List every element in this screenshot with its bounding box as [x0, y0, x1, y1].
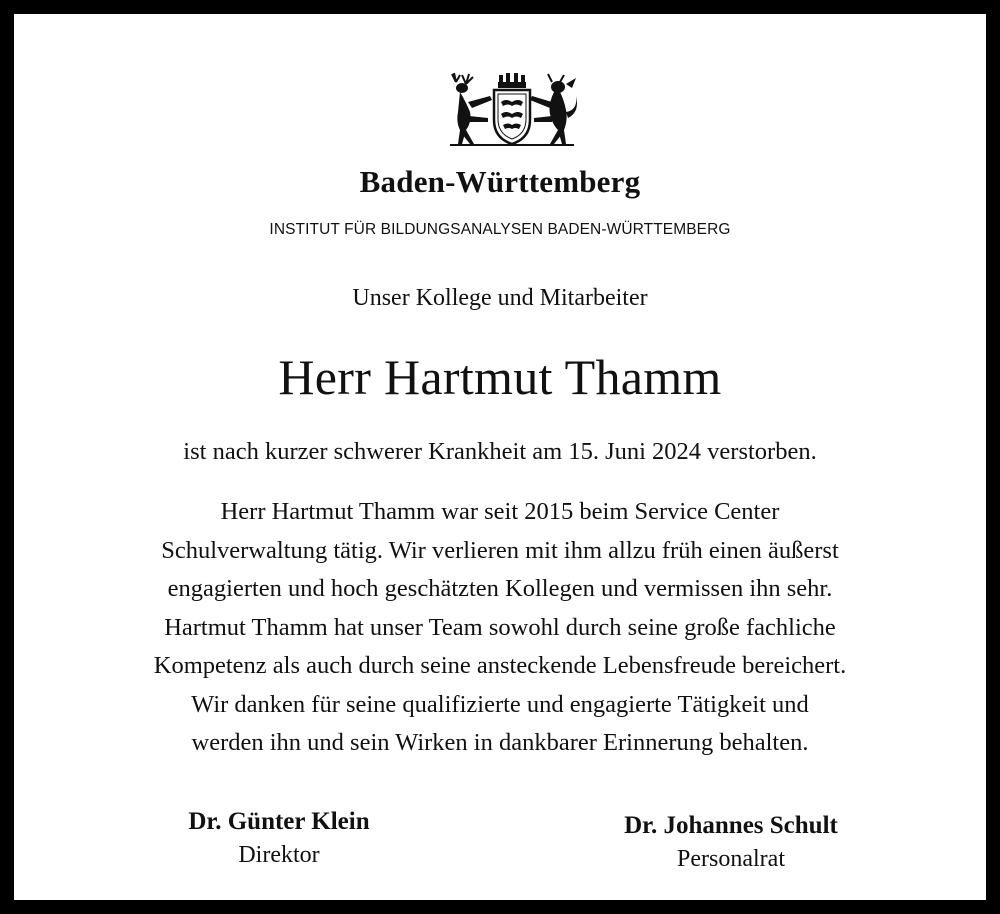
- signatory-name: Dr. Johannes Schult: [624, 812, 838, 839]
- signatory-role: Direktor: [238, 842, 320, 868]
- deceased-name: Herr Hartmut Thamm: [278, 349, 722, 405]
- coat-of-arms-icon: [442, 72, 582, 148]
- tribute-line: Schulverwaltung tätig. Wir verlieren mit ihm allzu früh einen äußerst: [161, 536, 839, 564]
- signatory-name: Dr. Günter Klein: [188, 808, 370, 835]
- death-announcement: ist nach kurzer schwerer Krankheit am 15. Juni 2024 verstorben.: [183, 438, 817, 465]
- tribute-line: werden ihn und sein Wirken in dankbarer Erinnerung behalten.: [191, 729, 809, 756]
- signatory-staff-council: [581, 810, 881, 876]
- state-name: Baden-Württemberg: [359, 164, 641, 199]
- tribute-line: Wir danken für seine qualifizierte und engagierte Tätigkeit und: [191, 690, 809, 718]
- tribute-text: [54, 493, 946, 763]
- tribute-line: Kompetenz als auch durch seine ansteckende Lebensfreude bereichert.: [153, 652, 847, 679]
- tribute-line: engagierten und hoch geschätzten Kollegen und vermissen ihn sehr.: [167, 575, 833, 602]
- signatory-director: [129, 806, 429, 872]
- institute-name: INSTITUT FÜR BILDUNGSANALYSEN BADEN-WÜRTTEMBERG: [269, 221, 731, 238]
- signatory-role: Personalrat: [677, 846, 785, 872]
- tribute-line: Hartmut Thamm hat unser Team sowohl durch seine große fachliche: [164, 613, 836, 641]
- intro-line: Unser Kollege und Mitarbeiter: [352, 285, 648, 311]
- tribute-line: Herr Hartmut Thamm war seit 2015 beim Service Center: [220, 498, 780, 525]
